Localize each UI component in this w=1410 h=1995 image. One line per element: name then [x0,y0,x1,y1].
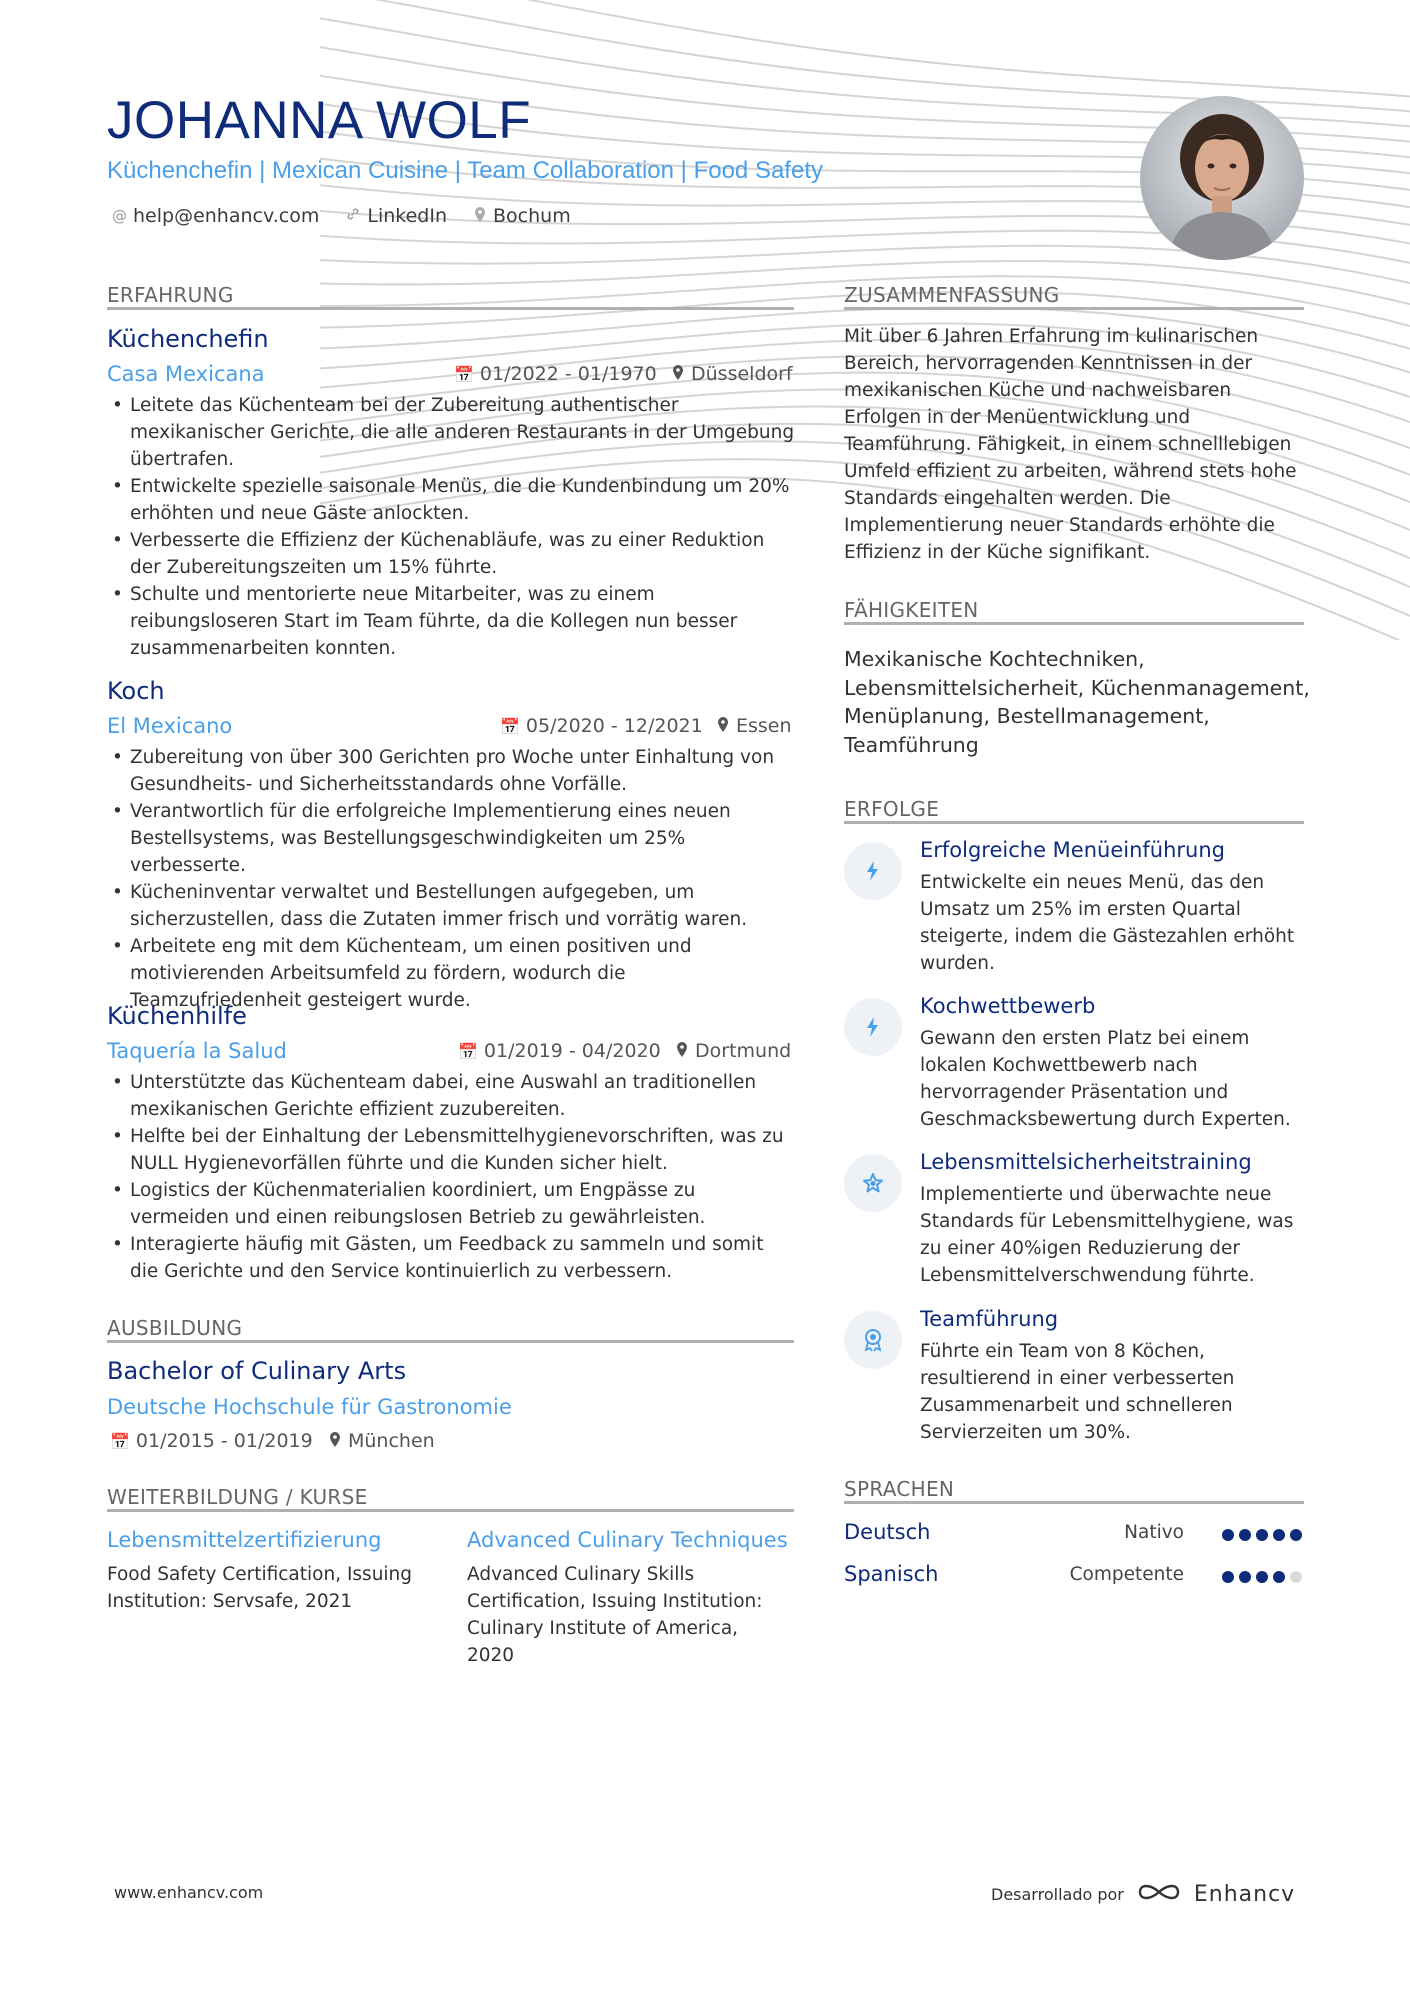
email-link[interactable] [112,205,319,227]
star-icon [844,1154,902,1212]
achievement-desc: Entwickelte ein neues Menü, das den Umsatz um 25% im ersten Quartal steigerte, indem die Gästezahlen erhöht wurden. [920,872,1295,974]
language-name: Spanisch [844,1562,939,1586]
powered-by-text: Desarrollado por [991,1884,1124,1904]
job-role: Küchenhilfe [107,1002,247,1030]
job-role: Küchenchefin [107,325,269,353]
education-location [328,1430,435,1452]
section-rule [107,1509,794,1512]
location-text: Bochum [493,205,571,227]
link-icon [345,206,361,226]
location-item [473,205,571,227]
language-item [844,1562,1304,1592]
brand-name: Enhancv [1193,1881,1296,1907]
lightning-icon [844,842,902,900]
language-item [844,1520,1304,1550]
calendar-icon: 📅 [458,1041,478,1061]
map-pin-icon [671,364,685,385]
job-location-text: Dortmund [695,1040,792,1062]
education-dates-text: 01/2015 - 01/2019 [135,1430,313,1452]
job-dates [454,363,657,385]
job-location [675,1040,791,1062]
list-item: • Entwickelte spezielle saisonale Menüs, die die Kundenbindung um 20% erhöhten und neue Gäste anlockten. [107,473,797,527]
list-item: • Kücheninventar verwaltet und Bestellungen aufgegeben, um sicherzustellen, dass die Zutaten immer frisch und vorrätig waren. [107,879,797,933]
rating-dot-filled [1239,1571,1251,1583]
job-bullets [107,392,797,662]
list-item: • Helfte bei der Einhaltung der Lebensmittelhygienevorschriften, was zu NULL Hygienevorfällen führte und die Kunden sicher hielt. [107,1123,797,1177]
linkedin-link[interactable] [345,205,447,227]
enhancv-logo-icon [1136,1880,1182,1908]
section-rule [844,307,1304,310]
language-level: Competente [1069,1564,1184,1585]
calendar-icon: 📅 [500,716,520,736]
job-company: Taquería la Salud [107,1039,287,1063]
job-company: Casa Mexicana [107,362,265,386]
rating-dot-filled [1290,1529,1302,1541]
education-location-text: München [348,1430,435,1452]
rating-dot-filled [1256,1571,1268,1583]
course-title: Lebensmittelzertifizierung [107,1528,382,1552]
education-degree: Bachelor of Culinary Arts [107,1357,407,1385]
list-item: • Unterstützte das Küchenteam dabei, eine Auswahl an traditionellen mexikanischen Gerichte effizient zuzubereiten. [107,1069,797,1123]
summary-text: Mit über 6 Jahren Erfahrung im kulinarischen Bereich, hervorragenden Kenntnissen in der mexikanischen Küche und nachweisbaren Erfolgen in der Menüentwicklung und Teamführung. Fähigkeit, in einem schnelllebigen Umfeld effizient zu arbeiten, während stets hohe Standards eingehalten werden. Die Implementierung neuer Standards erhöhte die Effizienz in der Küche signifikant. [844,326,1297,563]
lightning-icon [844,998,902,1056]
job-bullets [107,744,797,1014]
section-title-languages: SPRACHEN [844,1477,955,1501]
language-rating [1222,1571,1302,1583]
job-dates [458,1040,661,1062]
map-pin-icon [716,716,730,737]
job-role: Koch [107,677,165,705]
rating-dot-filled [1256,1529,1268,1541]
map-pin-icon [675,1041,689,1062]
list-item: • Leitete das Küchenteam bei der Zubereitung authentischer mexikanischer Gerichte, die alle anderen Restaurants in der Umgebung übertrafen. [107,392,797,473]
achievement-desc: Implementierte und überwachte neue Standards für Lebensmittelhygiene, was zu einer 40%igen Reduzierung der Lebensmittelverschwendung führte. [920,1184,1294,1286]
at-icon: @ [112,207,127,225]
section-rule [844,1501,1304,1504]
map-pin-icon [473,206,487,227]
map-pin-icon [328,1431,342,1452]
email-text: help@enhancv.com [133,205,320,227]
rating-dot-filled [1239,1529,1251,1541]
skills-text: Mexikanische Kochtechniken, Lebensmittelsicherheit, Küchenmanagement, Menüplanung, Bestellmanagement, Teamführung [844,647,1310,757]
job-location [716,715,792,737]
achievement-title: Erfolgreiche Menüeinführung [920,838,1226,862]
achievement-desc: Führte ein Team von 8 Köchen, resultierend in einer verbesserten Zusammenarbeit und schnelleren Servierzeiten um 30%. [920,1341,1235,1443]
job-dates-text: 05/2020 - 12/2021 [525,715,703,737]
achievement-title: Lebensmittelsicherheitstraining [920,1150,1252,1174]
education-dates [110,1430,313,1452]
footer-website[interactable]: www.enhancv.com [114,1883,264,1902]
course-desc: Food Safety Certification, Issuing Institution: Servsafe, 2021 [107,1564,413,1612]
course-desc: Advanced Culinary Skills Certification, Issuing Institution: Culinary Institute of America, 2020 [467,1564,763,1666]
education-school: Deutsche Hochschule für Gastronomie [107,1395,512,1419]
candidate-name: JOHANNA WOLF [107,91,532,150]
job-dates [500,715,703,737]
course-title: Advanced Culinary Techniques [467,1528,788,1552]
rating-dot-filled [1222,1529,1234,1541]
rating-dot-filled [1222,1571,1234,1583]
job-location-text: Essen [736,715,792,737]
rating-dot-filled [1273,1571,1285,1583]
list-item: • Zubereitung von über 300 Gerichten pro Woche unter Einhaltung von Gesundheits- und Sicherheitsstandards ohne Vorfälle. [107,744,797,798]
award-icon [844,1311,902,1369]
section-title-courses: WEITERBILDUNG / KURSE [107,1485,368,1509]
achievement-desc: Gewann den ersten Platz bei einem lokalen Kochwettbewerb nach hervorragender Präsentation und Geschmacksbewertung durch Experten. [920,1028,1291,1130]
section-rule [107,1340,794,1343]
linkedin-text: LinkedIn [367,205,448,227]
language-name: Deutsch [844,1520,931,1544]
section-title-education: AUSBILDUNG [107,1316,243,1340]
achievement-title: Kochwettbewerb [920,994,1096,1018]
language-rating [1222,1529,1302,1541]
rating-dot-filled [1273,1529,1285,1541]
list-item: • Verantwortlich für die erfolgreiche Implementierung eines neuen Bestellsystems, was Bestellungsgeschwindigkeiten um 25% verbesserte. [107,798,797,879]
job-location [671,363,793,385]
list-item: • Logistics der Küchenmaterialien koordiniert, um Engpässe zu vermeiden und einen reibungslosen Betrieb zu gewährleisten. [107,1177,797,1231]
rating-dot-empty [1290,1571,1302,1583]
section-title-achievements: ERFOLGE [844,797,940,821]
job-dates-text: 01/2019 - 04/2020 [483,1040,661,1062]
footer-brand [991,1880,1295,1908]
list-item: • Interagierte häufig mit Gästen, um Feedback zu sammeln und somit die Gerichte und den Service kontinuierlich zu verbessern. [107,1231,797,1285]
list-item: • Arbeitete eng mit dem Küchenteam, um einen positiven und motivierenden Arbeitsumfeld zu fördern, wodurch die Teamzufriedenheit gesteigert wurde. [107,933,797,1014]
job-dates-text: 01/2022 - 01/1970 [479,363,657,385]
section-title-summary: ZUSAMMENFASSUNG [844,283,1060,307]
contact-bar [112,205,571,227]
profile-photo [1140,96,1304,260]
section-rule [844,622,1304,625]
candidate-tagline: Küchenchefin | Mexican Cuisine | Team Collaboration | Food Safety [107,157,823,184]
section-rule [844,821,1304,824]
section-title-experience: ERFAHRUNG [107,283,234,307]
section-title-skills: FÄHIGKEITEN [844,598,979,622]
list-item: • Schulte und mentorierte neue Mitarbeiter, was zu einem reibungsloseren Start im Team führte, da die Kollegen nun besser zusammenarbeiten konnten. [107,581,797,662]
calendar-icon: 📅 [110,1431,130,1451]
language-level: Nativo [1124,1522,1184,1543]
calendar-icon: 📅 [454,364,474,384]
achievement-title: Teamführung [920,1307,1059,1331]
job-company: El Mexicano [107,714,233,738]
job-bullets [107,1069,797,1285]
section-rule [107,307,794,310]
job-location-text: Düsseldorf [691,363,793,385]
list-item: • Verbesserte die Effizienz der Küchenabläufe, was zu einer Reduktion der Zubereitungszeiten um 15% führte. [107,527,797,581]
